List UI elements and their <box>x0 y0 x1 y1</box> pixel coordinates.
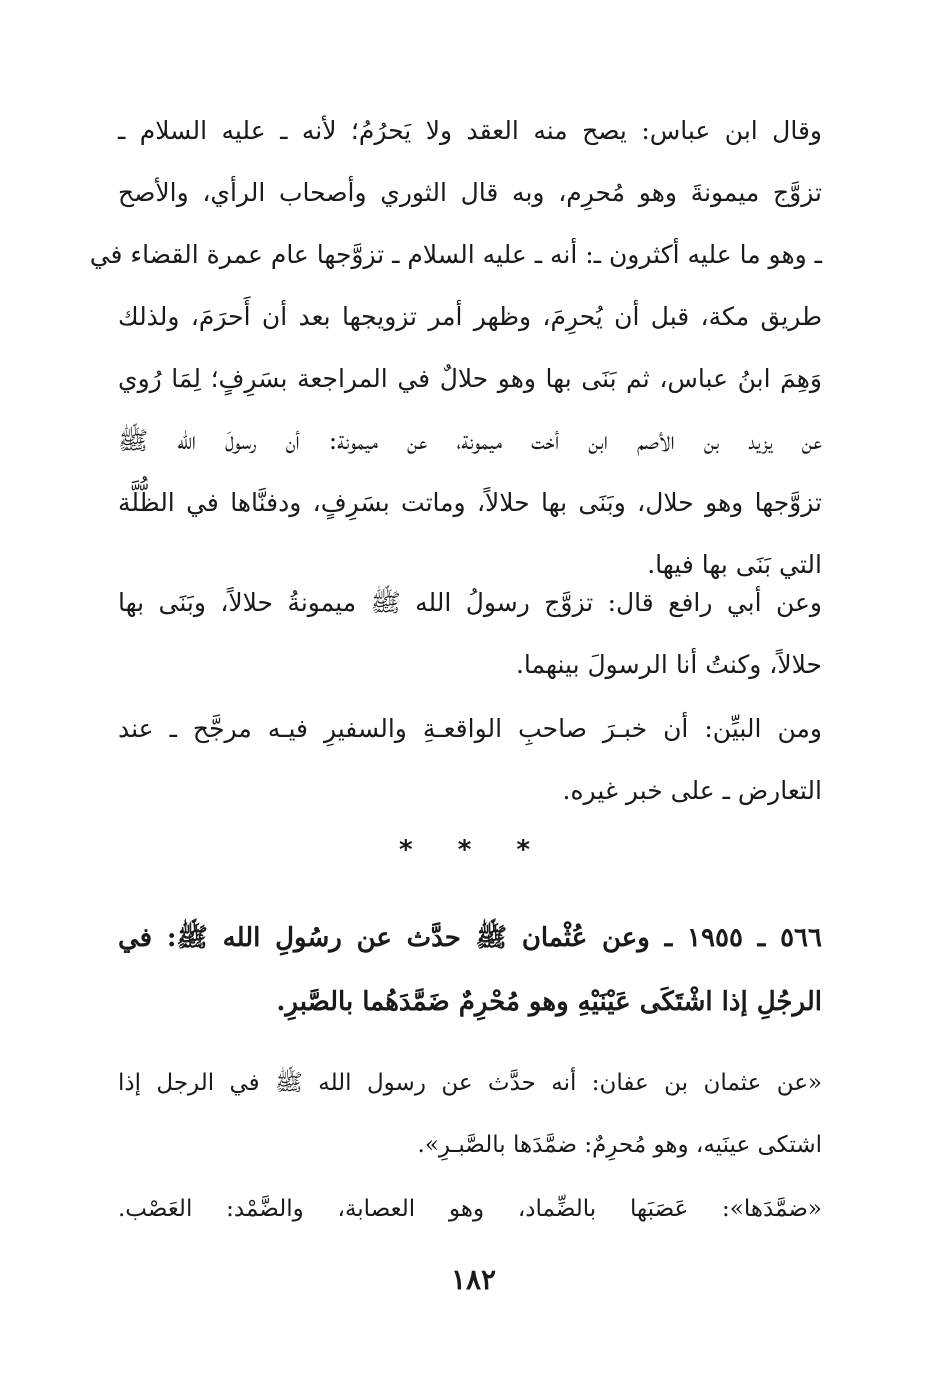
text-line: التعارض ـ على خبر غيره. <box>562 776 822 805</box>
text-line: ومن البيِّن: أن خبـرَ صاحبِ الواقعـةِ والسفيرِ فيـه مرجَّح ـ عند <box>118 714 822 743</box>
narration-paragraph-1 <box>118 1052 822 1176</box>
commentary-paragraph-3 <box>118 698 822 822</box>
text-line: تزوَّج ميمونةَ وهو مُحرِم، وبه قال الثوري وأصحاب الرأي، والأصح <box>118 178 822 207</box>
text-line: عن يزيد بن الأصم ابن أخت ميمونة، عن ميمونة: أن رسولَ الله ﷺ <box>118 426 822 455</box>
text-line: تزوَّجها وهو حلال، وبَنَى بها حلالاً، وماتت بسَرِفٍ، ودفنَّاها في الظُّلَّة <box>118 488 822 517</box>
text-line: اشتكى عينَيه، وهو مُحرِمٌ: ضمَّدَها بالصَّبـرِ». <box>417 1132 822 1158</box>
narration-paragraph-2 <box>118 1178 822 1240</box>
text-line: ـ وهو ما عليه أكثرون ـ: أنه ـ عليه السلام ـ تزوَّجها عام عمرة القضاء في <box>89 240 822 269</box>
text-line: التي بَنَى بها فيها. <box>647 550 822 579</box>
text-line: وقال ابن عباس: يصح منه العقد ولا يَحرُمُ؛ لأنه ـ عليه السلام ـ <box>118 116 822 145</box>
commentary-paragraph-1 <box>89 100 822 596</box>
hadith-heading <box>118 906 822 1034</box>
hadith-line: ٥٦٦ ـ ١٩٥٥ ـ وعن عُثْمان ﷺ حدَّث عن رسُولِ الله ﷺ: في <box>118 923 822 953</box>
text-line: حلالاً، وكنتُ أنا الرسولَ بينهما. <box>515 650 822 679</box>
text-line: «ضمَّدَها»: عَصَبَها بالضِّماد، وهو العصابة، والضَّمْد: العَصْب. <box>118 1196 822 1222</box>
section-separator: * * * <box>399 835 548 865</box>
text-line: وَهِمَ ابنُ عباس، ثم بَنَى بها وهو حلالٌ في المراجعة بسَرِفٍ؛ لِمَا رُوي <box>118 364 822 393</box>
commentary-paragraph-2 <box>118 572 822 696</box>
text-line: وعن أبي رافع قال: تزوَّج رسولُ الله ﷺ ميمونةُ حلالاً، وبَنَى بها <box>118 588 822 617</box>
page-number: ١٨٢ <box>450 1263 497 1296</box>
text-line: طريق مكة، قبل أن يُحرِمَ، وظهر أمر تزويجها بعد أن أَحرَمَ، ولذلك <box>118 302 822 331</box>
hadith-line: الرجُلِ إذا اشْتَكَى عَيْنَيْهِ وهو مُحْرِمٌ ضَمَّدَهُما بالصَّبرِ. <box>276 987 822 1017</box>
text-line: «عن عثمان بن عفان: أنه حدَّث عن رسول الله ﷺ في الرجل إذا <box>118 1070 822 1096</box>
